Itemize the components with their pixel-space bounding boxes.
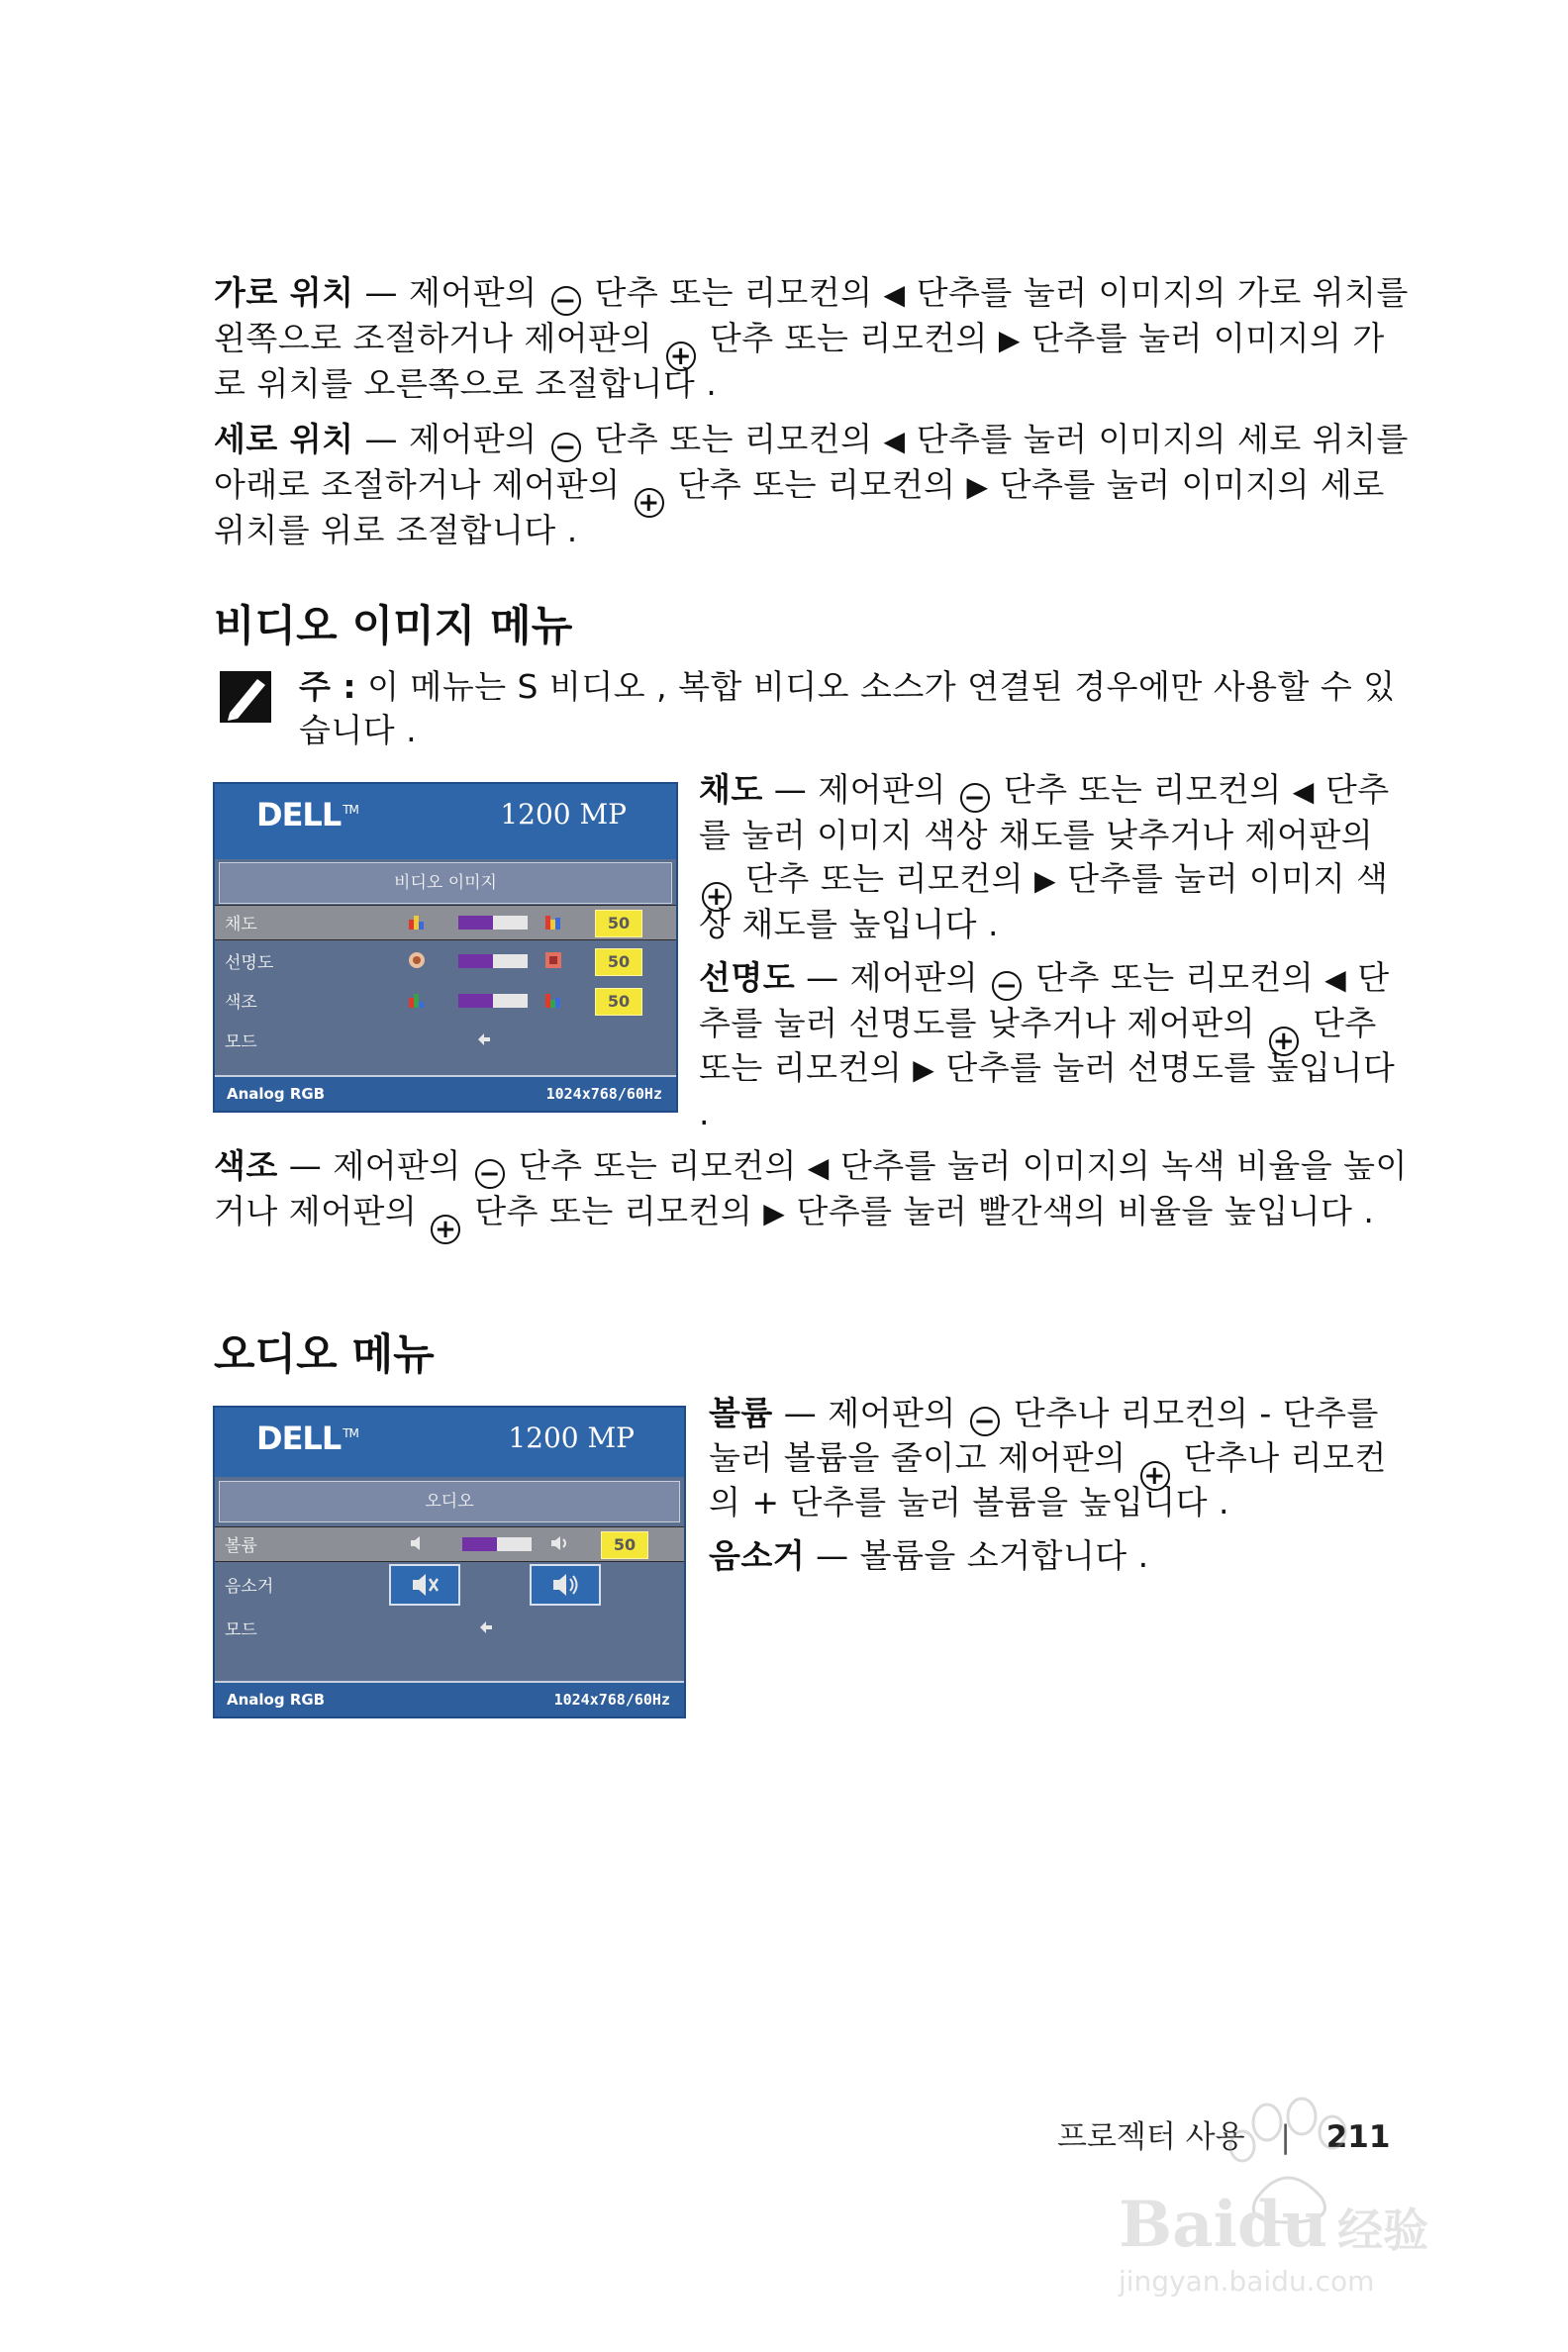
osd-menu-title: 오디오 <box>219 1481 680 1522</box>
dell-logo <box>256 1420 358 1457</box>
osd-value-box: 50 <box>595 988 642 1016</box>
minus-button-icon: − <box>970 1407 1000 1436</box>
text: 단추나 리모컨의 + 단추를 눌러 볼륨을 높입니다 . <box>709 1438 1387 1521</box>
watermark-url: jingyan.baidu.com <box>1119 2265 1375 2298</box>
video-image-menu-heading: 비디오 이미지 메뉴 <box>214 602 573 651</box>
plus-button-icon: + <box>702 882 732 912</box>
brand-text: DELL <box>256 796 342 833</box>
em-dash: — <box>816 1536 849 1575</box>
osd-resolution: 1024x768/60Hz <box>545 1085 662 1103</box>
right-arrow-icon: ▶ <box>913 1053 935 1086</box>
em-dash: — <box>288 1146 323 1185</box>
osd-value-box: 50 <box>595 910 642 937</box>
em-dash: — <box>364 420 399 458</box>
mute-off-button[interactable] <box>530 1564 601 1606</box>
text: 단추 또는 리모컨의 <box>699 1004 1377 1087</box>
osd-header <box>215 784 676 859</box>
left-arrow-icon: ◀ <box>883 425 906 457</box>
left-arrow-icon: ◀ <box>1324 963 1347 996</box>
trademark: TM <box>343 803 358 818</box>
text: 제어판의 <box>322 1146 461 1185</box>
video-image-osd-menu <box>213 782 678 1113</box>
dell-logo <box>256 796 358 833</box>
osd-row-label: 모드 <box>225 1032 257 1052</box>
minus-button-icon: − <box>960 783 990 813</box>
volume-paragraph <box>709 1392 1414 1524</box>
audio-osd-menu <box>213 1406 686 1718</box>
right-arrow-icon: ▶ <box>966 470 989 503</box>
text: 단추를 눌러 이미지 색상 채도를 낮추거나 제어판의 <box>699 770 1390 854</box>
text: 단추를 눌러 선명도를 높입니다 . <box>699 1048 1396 1132</box>
osd-menu-title: 비디오 이미지 <box>219 862 672 904</box>
plus-button-icon: + <box>431 1215 460 1244</box>
osd-value-box: 50 <box>595 948 642 976</box>
text: 제어판의 <box>398 273 538 312</box>
speaker-icon <box>532 1566 599 1604</box>
text: 단추나 리모컨의 - 단추를 눌러 볼륨을 줄이고 제어판의 <box>709 1394 1379 1477</box>
em-dash: — <box>783 1394 818 1432</box>
osd-row-saturation[interactable] <box>215 905 676 940</box>
em-dash: — <box>773 770 808 809</box>
text: 단추를 눌러 이미지의 세로 위치를 위로 조절합니다 . <box>214 465 1385 549</box>
text: 단추 또는 리모컨의 <box>594 420 873 458</box>
minus-button-icon: − <box>475 1159 505 1189</box>
text: 단추 또는 리모컨의 <box>594 273 873 312</box>
osd-source: Analog RGB <box>227 1085 326 1103</box>
osd-slider[interactable] <box>462 1537 532 1551</box>
note-body: 이 메뉴는 S 비디오 , 복합 비디오 소스가 연결된 경우에만 사용할 수 있습니다 . <box>299 667 1396 749</box>
trademark: TM <box>343 1426 358 1441</box>
mode-return-icon[interactable] <box>474 1029 494 1049</box>
note-icon <box>218 669 273 725</box>
sharpness-paragraph <box>699 956 1414 1135</box>
left-arrow-icon: ◀ <box>883 278 906 311</box>
tint-term: 색조 <box>214 1146 278 1185</box>
page-number: 211 <box>1325 2119 1391 2155</box>
minus-button-icon: − <box>992 971 1022 1001</box>
text: 단추 또는 리모컨의 <box>1003 770 1282 809</box>
left-arrow-icon: ◀ <box>807 1151 830 1184</box>
osd-resolution: 1024x768/60Hz <box>553 1691 670 1709</box>
text: 단추 또는 리모컨의 <box>677 465 956 504</box>
volume-up-icon <box>549 1533 569 1553</box>
em-dash: — <box>364 273 399 312</box>
osd-footer <box>215 1681 684 1716</box>
tint-paragraph <box>214 1144 1414 1244</box>
minus-button-icon: − <box>551 433 581 462</box>
mute-paragraph <box>709 1534 1414 1578</box>
sharpness-term: 선명도 <box>699 958 796 997</box>
text: 단추를 눌러 이미지의 가로 위치를 왼쪽으로 조절하거나 제어판의 <box>214 273 1409 357</box>
audio-menu-heading: 오디오 메뉴 <box>214 1330 435 1380</box>
saturation-paragraph <box>699 768 1414 946</box>
watermark-cn: 经验 <box>1337 2204 1429 2257</box>
saturation-term: 채도 <box>699 770 763 809</box>
right-arrow-icon: ▶ <box>998 324 1021 356</box>
em-dash: — <box>806 958 839 997</box>
note-label: 주 : <box>299 667 357 706</box>
text: 제어판의 <box>817 1394 956 1432</box>
tint-low-icon <box>407 990 427 1010</box>
plus-button-icon: + <box>1269 1027 1299 1056</box>
saturation-high-icon <box>543 912 563 931</box>
left-arrow-icon: ◀ <box>1292 775 1315 808</box>
osd-slider[interactable] <box>458 954 528 968</box>
osd-row-label: 채도 <box>225 915 257 934</box>
text: 단추를 눌러 이미지의 녹색 비율을 높이거나 제어판의 <box>214 1146 1408 1230</box>
right-arrow-icon: ▶ <box>763 1197 786 1229</box>
horizontal-position-paragraph <box>214 271 1412 406</box>
watermark-brand: Baidu <box>1119 2188 1328 2262</box>
vertical-position-paragraph <box>214 418 1412 552</box>
osd-row-label: 볼륨 <box>225 1536 257 1556</box>
model-name: 1200 MP <box>500 798 627 831</box>
text: 단추 또는 리모컨의 <box>518 1146 797 1185</box>
vertical-position-term: 세로 위치 <box>214 420 354 458</box>
text: 단추 또는 리모컨의 <box>709 319 988 357</box>
volume-down-icon <box>409 1533 429 1553</box>
text: 단추를 눌러 이미지 색상 채도를 높입니다 . <box>699 859 1389 943</box>
osd-row-mode[interactable] <box>215 1612 684 1645</box>
text: 볼륨을 소거합니다 . <box>848 1536 1149 1575</box>
text: 단추 또는 리모컨의 <box>745 859 1025 898</box>
osd-row-tint[interactable] <box>215 984 676 1018</box>
horizontal-position-term: 가로 위치 <box>214 273 354 312</box>
text: 단추를 눌러 선명도를 낮추거나 제어판의 <box>699 958 1390 1042</box>
text: 단추를 눌러 빨간색의 비율을 높입니다 . <box>796 1192 1375 1230</box>
osd-slider[interactable] <box>458 916 528 930</box>
osd-slider[interactable] <box>458 994 528 1008</box>
osd-row-volume[interactable] <box>215 1526 684 1562</box>
text: 제어판의 <box>807 770 946 809</box>
slider-fill <box>458 994 493 1008</box>
text: 단추를 눌러 이미지의 가로 위치를 오른쪽으로 조절합니다 . <box>214 319 1385 403</box>
saturation-low-icon <box>407 912 427 931</box>
text: 단추 또는 리모컨의 <box>474 1192 753 1230</box>
volume-term: 볼륨 <box>709 1394 773 1432</box>
osd-row-label: 모드 <box>225 1620 257 1640</box>
osd-header <box>215 1408 684 1477</box>
sharpness-high-icon <box>543 950 563 970</box>
plus-button-icon: + <box>635 488 664 518</box>
slider-fill <box>458 954 493 968</box>
tint-high-icon <box>543 990 563 1010</box>
text: 제어판의 <box>838 958 979 997</box>
osd-row-label: 선명도 <box>225 953 274 973</box>
osd-footer <box>215 1075 676 1111</box>
osd-row-label: 음소거 <box>225 1577 274 1597</box>
slider-fill <box>462 1537 497 1551</box>
sharpness-low-icon <box>407 950 427 970</box>
osd-value-box: 50 <box>601 1531 648 1559</box>
right-arrow-icon: ▶ <box>1034 864 1057 897</box>
osd-source: Analog RGB <box>227 1691 326 1709</box>
mute-icon <box>391 1566 458 1604</box>
osd-row-mode[interactable] <box>215 1024 676 1057</box>
mute-term: 음소거 <box>709 1536 806 1575</box>
baidu-watermark <box>1099 2089 1475 2306</box>
slider-fill <box>458 916 493 930</box>
brand-text: DELL <box>256 1420 342 1457</box>
osd-row-mute[interactable] <box>215 1564 684 1604</box>
osd-row-sharpness[interactable] <box>215 944 676 978</box>
note-text <box>299 665 1414 752</box>
footer-separator: | <box>1280 2119 1291 2155</box>
osd-row-label: 색조 <box>225 993 257 1013</box>
minus-button-icon: − <box>551 286 581 316</box>
text: 단추 또는 리모컨의 <box>1035 958 1315 997</box>
footer-title: 프로젝터 사용 <box>1057 2119 1245 2155</box>
mute-on-button[interactable] <box>389 1564 460 1606</box>
plus-button-icon: + <box>666 342 696 371</box>
plus-button-icon: + <box>1140 1461 1170 1491</box>
mode-return-icon[interactable] <box>476 1617 496 1637</box>
text: 제어판의 <box>398 420 538 458</box>
text: 단추를 눌러 이미지의 세로 위치를 아래로 조절하거나 제어판의 <box>214 420 1409 504</box>
model-name: 1200 MP <box>508 1421 635 1454</box>
